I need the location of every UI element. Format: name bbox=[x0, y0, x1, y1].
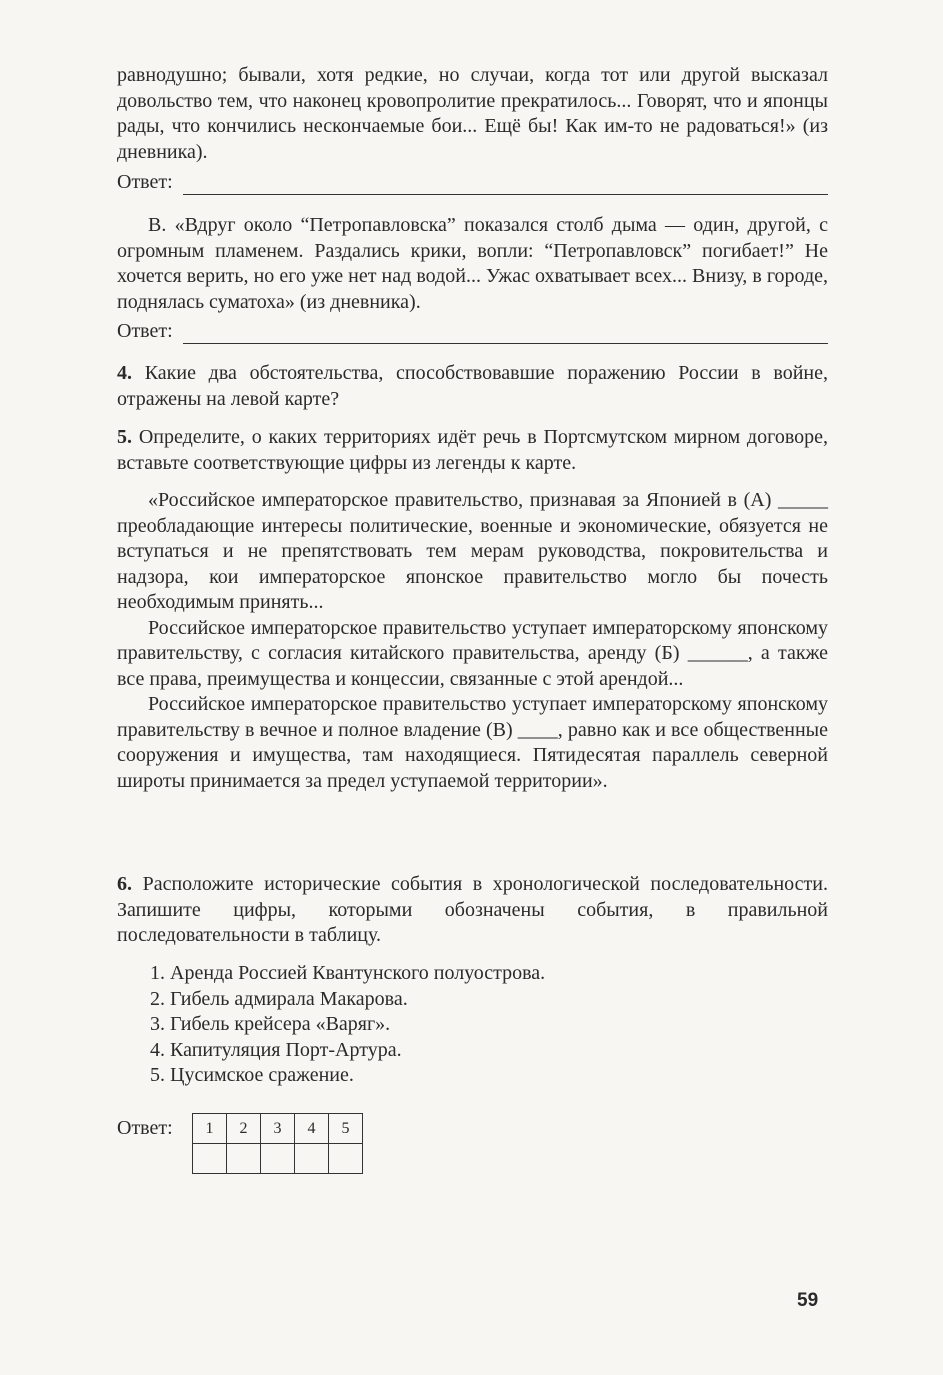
treaty-quote bbox=[117, 488, 828, 794]
answer-field-2[interactable] bbox=[183, 325, 828, 344]
events-list bbox=[150, 961, 750, 1089]
list-item: 5. Цусимское сражение. bbox=[150, 1064, 354, 1086]
table-header-cell: 3 bbox=[261, 1114, 295, 1144]
answer-label-table: Ответ: bbox=[117, 1117, 173, 1139]
answer-cell[interactable] bbox=[193, 1144, 227, 1174]
list-item: 2. Гибель адмирала Макарова. bbox=[150, 987, 408, 1010]
continued-quote: равнодушно; бывали, хотя редкие, но случаи, когда тот или другой высказал довольство тем, что наконец кровопролитие прекратилось... Говорят, что и японцы рады, что кончились нескончаемые бои... Ещё бы! Как им-то не радоваться!» (из дневника). bbox=[117, 64, 828, 163]
task-4 bbox=[117, 361, 828, 412]
answer-label: Ответ: bbox=[117, 320, 173, 342]
list-item: 4. Капитуляция Порт-Артура. bbox=[150, 1038, 402, 1061]
item-v-block bbox=[117, 213, 828, 315]
table-header-cell: 2 bbox=[227, 1114, 261, 1144]
answer-cell[interactable] bbox=[295, 1144, 329, 1174]
answer-cell[interactable] bbox=[261, 1144, 295, 1174]
answer-field-1[interactable] bbox=[183, 176, 828, 195]
list-item: 3. Гибель крейсера «Варяг». bbox=[150, 1013, 391, 1035]
list-item: 1. Аренда Россией Квантунского полуострова. bbox=[150, 962, 546, 984]
page-number: 59 bbox=[797, 1290, 819, 1311]
task-number: 6. bbox=[117, 873, 132, 895]
answer-line-1[interactable] bbox=[117, 170, 828, 195]
answer-label: Ответ: bbox=[117, 171, 173, 193]
item-v-text: В. «Вдруг около “Петропавловска” показался столб дыма — один, другой, с огромным пламенем. Раздались крики, вопли: “Петропавловск” погибает!” Не хочется верить, но его уже нет над водой... Ужас охватывает всех... Внизу, в городе, поднялась суматоха» (из дневника). bbox=[117, 214, 828, 313]
task-text: Определите, о каких территориях идёт речь в Портсмутском мирном договоре, вставьте соответствующие цифры из легенды к карте. bbox=[117, 426, 828, 474]
table-header-cell: 4 bbox=[295, 1114, 329, 1144]
task-5 bbox=[117, 425, 828, 476]
table-header-cell: 5 bbox=[329, 1114, 363, 1144]
answer-cell[interactable] bbox=[227, 1144, 261, 1174]
table-header-cell: 1 bbox=[193, 1114, 227, 1144]
table-header-row bbox=[193, 1114, 363, 1144]
treaty-paragraph-b: Российское императорское правительство уступает императорскому японскому правительству, с согласия китайского правительства, аренду (Б) ______, а также все права, преимущества и концессии, связанные с этой арендой... bbox=[117, 616, 828, 690]
answer-cell[interactable] bbox=[329, 1144, 363, 1174]
task-text: Расположите исторические события в хронологической последовательности. Запишите цифры, которыми обозначены события, в правильной последовательности в таблицу. bbox=[117, 873, 828, 946]
task-text: Какие два обстоятельства, способствовавшие поражению России в войне, отражены на левой карте? bbox=[117, 362, 829, 410]
top-paragraph bbox=[117, 63, 828, 165]
answer-line-2[interactable] bbox=[117, 319, 828, 344]
treaty-paragraph-v: Российское императорское правительство уступает императорскому японскому правительству в вечное и полное владение (В) ____, равно как и все общественные сооружения и имущества, там находящиеся. Пятидесятая параллель северной широты принимается за предел уступаемой территории». bbox=[117, 693, 828, 792]
table-answer-row[interactable] bbox=[193, 1144, 363, 1174]
treaty-paragraph-a: «Российское императорское правительство, признавая за Японией в (А) _____ преобладающие интересы политические, военные и экономические, обязуется не вступаться и не препятствовать тем мерам руководства, покровительства и надзора, кои императорское японское правительство могло бы почесть необходимым принять... bbox=[117, 489, 828, 613]
task-6 bbox=[117, 872, 828, 949]
task-number: 5. bbox=[117, 426, 132, 448]
answer-table bbox=[192, 1113, 363, 1174]
task-number: 4. bbox=[117, 362, 132, 384]
